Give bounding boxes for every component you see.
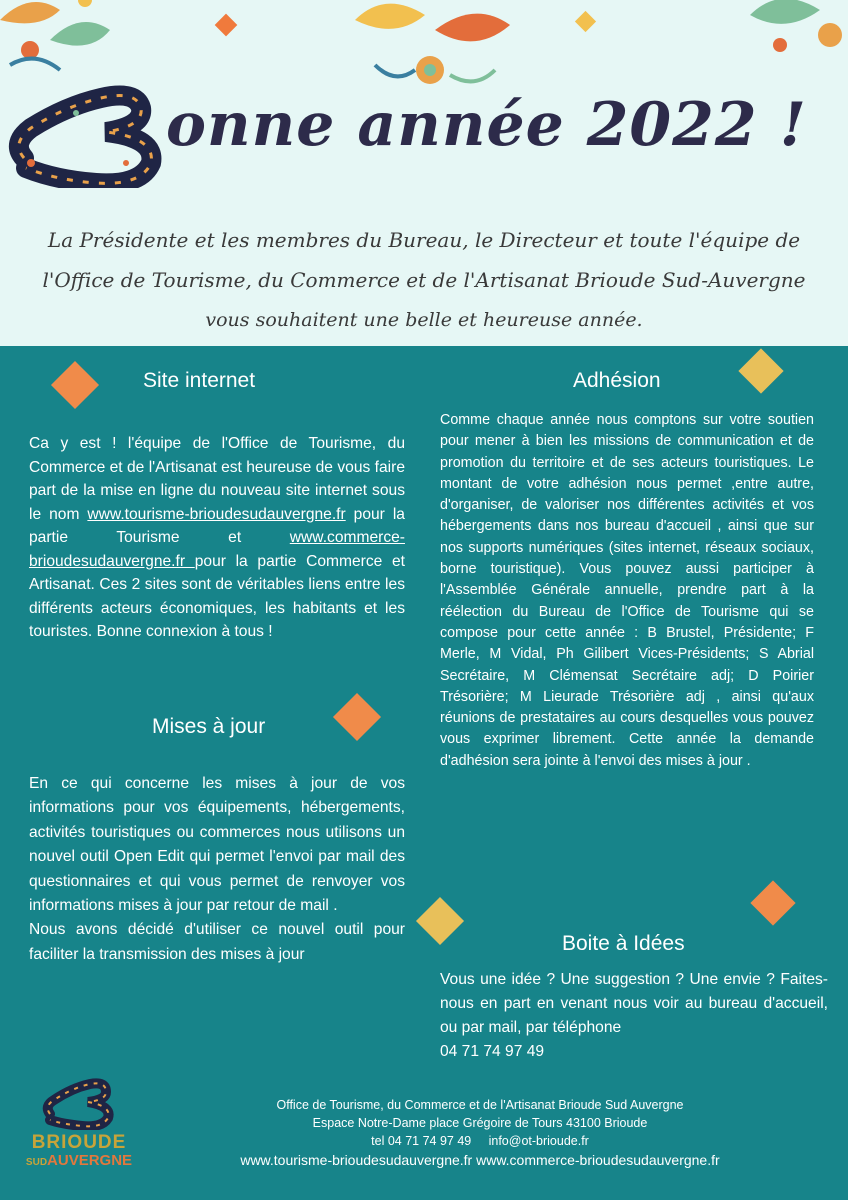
orange-diamond-site [51,361,99,409]
yellow-diamond-adhesion [738,348,783,393]
footer-organisation: Office de Tourisme, du Commerce et de l'Artisanat Brioude Sud Auvergne [276,1098,684,1112]
tourisme-website-link[interactable]: www.tourisme-brioudesudauvergne.fr [87,505,346,523]
page-title [0,68,848,188]
footer-phone[interactable]: tel 04 71 74 97 49 [371,1134,472,1148]
yellow-diamond-top [575,11,596,32]
title-initial-text: B [6,68,7,69]
site-internet-text-2: pour la partie Tourisme et [29,505,405,546]
logo-text-sud-auvergne [24,1152,134,1169]
mises-a-jour-paragraph-2: Nous avons décidé d'utiliser ce nouvel outil pour faciliter la transmission des mises à jour [29,921,405,963]
orange-diamond-top [215,14,238,37]
commerce-website-link[interactable]: www.commerce-brioudesudauvergne.fr [29,529,405,570]
greeting-line-2: l'Office de Tourisme, du Commerce et de l'Artisanat Brioude Sud-Auvergne [42,268,806,292]
mises-a-jour-paragraph-1: En ce qui concerne les mises à jour de vos informations pour vos équipements, hébergements, activités touristiques ou commerces nous utilisons un nouvel outil Open Edit qui permet l'envoi par mail des questionnaires et qui vous permet de renvoyer vos informations mises à jour par retour de mail . [29,775,405,915]
title-text: onne année 2022 ! [166,90,807,160]
orange-diamond-mises [333,693,381,741]
adhesion-title: Adhésion [573,369,661,392]
mises-a-jour-title: Mises à jour [152,715,266,738]
floral-ornament-right [740,0,848,65]
site-internet-title: Site internet [143,369,256,392]
logo-text-auvergne: AUVERGNE [47,1152,133,1169]
greeting-header [0,0,848,346]
site-internet-text [29,432,405,644]
site-internet-text-3: pour la partie Commerce et Artisanat. Ces 2 sites sont de véritables liens entre les différents acteurs économiques, les habitants et les touristes. Bonne connexion à tous ! [29,552,405,640]
orange-diamond-idees [750,880,795,925]
boite-a-idees-text [440,968,828,1064]
boite-a-idees-title: Boite à Idées [562,932,685,955]
footer-address: Espace Notre-Dame place Grégoire de Tours 43100 Brioude [312,1116,648,1130]
adhesion-text: Comme chaque année nous comptons sur votre soutien pour mener à bien les missions de communication et de promotion du territoire et de ses acteurs touristiques. Le montant de votre adhésion nous permet ,entre autre, d'organiser, de valoriser nos différentes activités et vos hébergements dans nos bureau d'accueil , ainsi que sur nos supports numériques (sites internet, réseaux sociaux, borne touristique). Vous pouvez aussi participer à l'Assemblée Générale annuelle, prendre part à la réélection du Bureau de l'Office de Tourisme qui se compose pour cette année : B Brustel, Présidente; F Merle, M Vidal, Ph Gilibert Vices-Présidents; S Abrial Secrétaire, M Clémensat Secrétaire adj; D Poirier Trésorière; M Lieurade Trésorière adj , ainsi qu'aux réunions de prestataires au cours desquelles vous pouvez vous exprimer librement. Cette année la demande d'adhésion sera jointe à l'envoi des mises à jour . [440,412,814,769]
logo-b-icon [42,1066,116,1130]
greeting-line-3: vous souhaitent une belle et heureuse année. [205,309,643,331]
footer-email[interactable]: info@ot-brioude.fr [488,1134,589,1148]
footer-contact [150,1096,810,1170]
boite-a-idees-phone[interactable]: 04 71 74 97 49 [440,1043,545,1060]
logo-text-sud: SUD [25,1157,48,1168]
yellow-diamond-idees [416,897,464,945]
footer-contact-line [150,1132,810,1150]
footer-websites[interactable]: www.tourisme-brioudesudauvergne.fr www.commerce-brioudesudauvergne.fr [240,1152,720,1168]
brioude-sud-auvergne-logo [24,1064,134,1174]
greeting-message [10,220,838,340]
boite-a-idees-message: Vous une idée ? Une suggestion ? Une envie ? Faites-nous en part en venant nous voir au bureau d'accueil, ou par mail, par téléphone [440,971,828,1036]
greeting-line-1: La Présidente et les membres du Bureau, le Directeur et toute l'équipe de [47,228,801,252]
decorative-letter-b [6,68,176,188]
site-internet-text-1: Ca y est ! l'équipe de l'Office de Tourisme, du Commerce et de l'Artisanat est heureuse de vous faire part de la mise en ligne du nouveau site internet sous le nom [29,435,405,523]
mises-a-jour-text [29,772,405,967]
logo-text-brioude: BRIOUDE [31,1132,127,1153]
